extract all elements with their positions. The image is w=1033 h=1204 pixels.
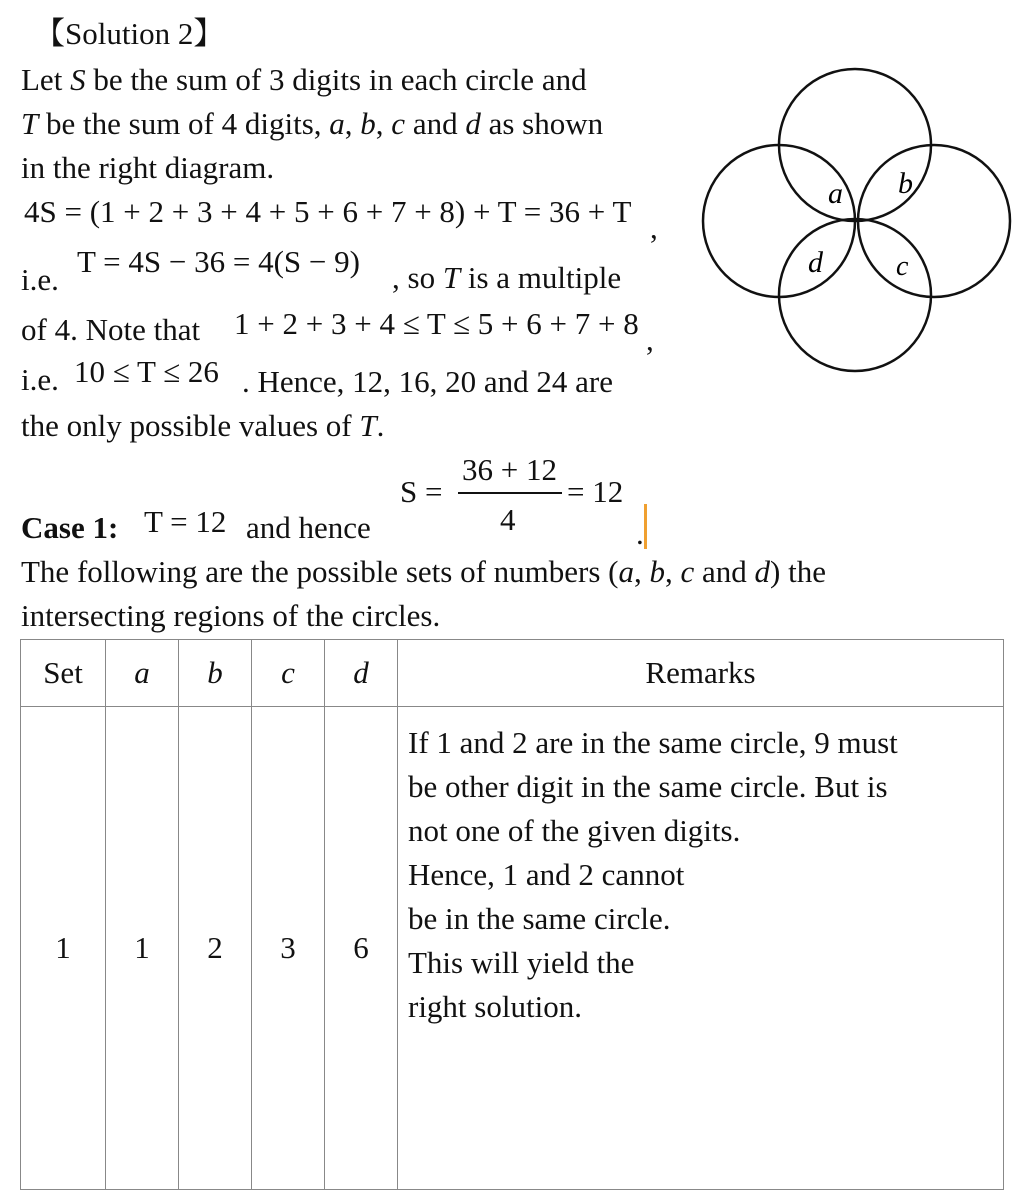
header-remarks: Remarks (398, 640, 1004, 707)
var-a: a (618, 554, 634, 589)
cell-set: 1 (21, 707, 106, 1190)
table-header-row (21, 640, 1004, 707)
equation-3: 1 + 2 + 3 + 4 ≤ T ≤ 5 + 6 + 7 + 8 (234, 306, 639, 341)
label-c: c (896, 251, 909, 282)
cases-table (20, 639, 1004, 1190)
text: , so (392, 260, 443, 295)
header-set: Set (21, 640, 106, 707)
table-row (21, 707, 1004, 1190)
equation-4-prefix: i.e. (21, 362, 59, 397)
text: The following are the possible sets of numbers ( (21, 554, 619, 589)
remark-line: If 1 and 2 are in the same circle, 9 must (408, 725, 898, 760)
header-c: c (252, 640, 325, 707)
case-1-numerator: 36 + 12 (462, 452, 557, 487)
fraction-bar (458, 492, 562, 494)
header-d: d (325, 640, 398, 707)
case-1-equation: T = 12 (144, 504, 227, 539)
circle-right (858, 145, 1010, 297)
case-1-s-lhs: S = (400, 474, 443, 509)
var-T: T (21, 106, 39, 141)
text: . (376, 408, 385, 443)
cell-a: 1 (106, 707, 179, 1190)
text: be the sum of 4 digits, (38, 106, 330, 141)
text: , (664, 554, 681, 589)
header-b: b (179, 640, 252, 707)
equation-1: 4S = (1 + 2 + 3 + 4 + 5 + 6 + 7 + 8) + T = 36 + T (24, 194, 632, 229)
remark-line: This will yield the (408, 945, 635, 980)
solution-heading: 【Solution 2】 (34, 16, 225, 51)
var-b: b (649, 554, 665, 589)
var-c: c (680, 554, 695, 589)
var-T: T (442, 260, 461, 295)
case-1-dot: . (636, 516, 644, 551)
var-d: d (465, 106, 481, 141)
equation-2: T = 4S − 36 = 4(S − 9) (77, 244, 360, 279)
intro-line-2 (21, 102, 603, 146)
circle-left (703, 145, 855, 297)
remark-line: be other digit in the same circle. But is (408, 769, 888, 804)
var-d: d (754, 554, 771, 589)
text-cursor (644, 504, 647, 549)
label-d: d (808, 246, 823, 279)
text: , (344, 106, 361, 141)
header-a: a (106, 640, 179, 707)
var-S: S (70, 62, 86, 97)
text: as shown (480, 106, 604, 141)
equation-1-comma: , (650, 210, 658, 245)
var-T: T (359, 408, 377, 443)
case-1-label: Case 1: (21, 510, 119, 545)
intro-line-1 (21, 58, 587, 102)
cell-d: 6 (325, 707, 398, 1190)
intro-line-3: in the right diagram. (21, 150, 275, 185)
equation-2-prefix: i.e. (21, 262, 59, 297)
case-1-denominator: 4 (500, 502, 516, 537)
cell-b: 2 (179, 707, 252, 1190)
equation-3-comma: , (646, 322, 654, 357)
text: , (375, 106, 392, 141)
cell-remarks (398, 707, 1004, 1190)
case-1-rhs: = 12 (567, 474, 624, 509)
cell-c: 3 (252, 707, 325, 1190)
remark-line: be in the same circle. (408, 901, 671, 936)
text: ) the (770, 554, 826, 589)
text: and (694, 554, 755, 589)
remark-line: Hence, 1 and 2 cannot (408, 857, 685, 892)
four-circles-diagram (700, 66, 1015, 376)
remark-line: right solution. (408, 989, 582, 1024)
var-a: a (329, 106, 345, 141)
text: and (405, 106, 466, 141)
following-line-2: intersecting regions of the circles. (21, 598, 441, 633)
var-b: b (360, 106, 376, 141)
equation-3-prefix: of 4. Note that (21, 312, 201, 347)
possible-values-line (21, 404, 384, 448)
remark-line: not one of the given digits. (408, 813, 741, 848)
case-1-and-hence: and hence (246, 510, 371, 545)
following-line-1 (21, 550, 826, 594)
label-a: a (828, 177, 843, 210)
circle-bottom (779, 219, 931, 371)
equation-4-suffix: . Hence, 12, 16, 20 and 24 are (242, 364, 614, 399)
text: be the sum of 3 digits in each circle and (85, 62, 587, 97)
text: is a multiple (460, 260, 622, 295)
equation-4: 10 ≤ T ≤ 26 (74, 354, 219, 389)
text: Let (21, 62, 71, 97)
text: the only possible values of (21, 408, 360, 443)
text: , (633, 554, 650, 589)
equation-2-suffix (392, 256, 621, 300)
var-c: c (391, 106, 406, 141)
label-b: b (898, 167, 913, 200)
